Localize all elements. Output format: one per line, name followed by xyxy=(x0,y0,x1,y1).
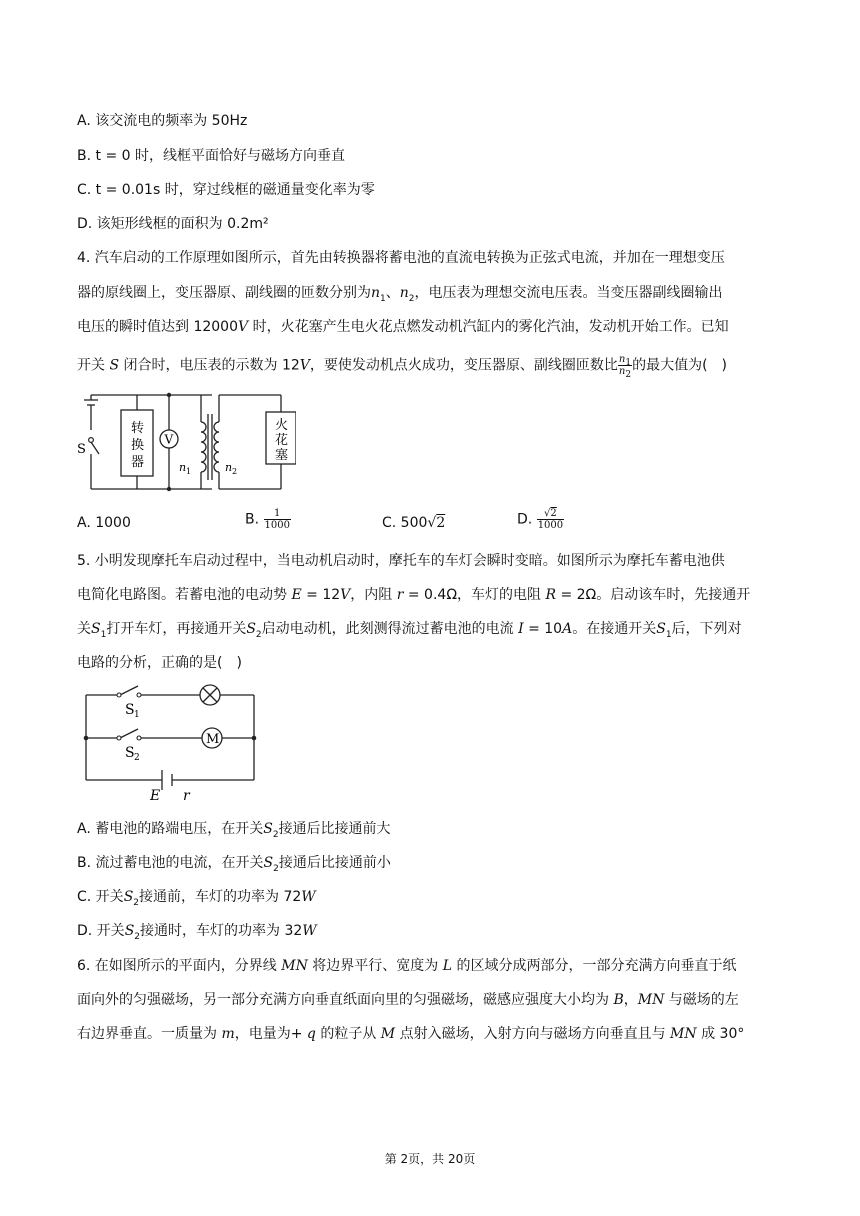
q5-stem-line1: 5. 小明发现摩托车启动过程中，当电动机启动时，摩托车的车灯会瞬时变暗。如图所示为摩托车蓄电池供 xyxy=(77,553,725,569)
spark-plug-char-3: 塞 xyxy=(275,448,289,463)
converter-char-1: 转 xyxy=(131,421,145,436)
q5-stem-line2: 电简化电路图。若蓄电池的电动势 E = 12V，内阻 r = 0.4Ω，车灯的电阻 R = 2Ω。启动该车时，先接通开 xyxy=(77,587,751,603)
switch-label: S xyxy=(77,442,86,457)
q3-option-b: B. t = 0 时，线框平面恰好与磁场方向垂直 xyxy=(77,148,345,164)
n1-label: n xyxy=(179,461,187,474)
switch-s2-lever xyxy=(120,729,138,738)
s2-label: S xyxy=(125,745,135,761)
page-footer: 第 2页，共 20页 xyxy=(384,1152,476,1166)
q4-stem-line4: 开关 S 闭合时，电压表的示数为 12V，要使发动机点火成功，变压器原、副线圈匝数比 $\frac{n_1}{n_2}$ 的最大值为( ) xyxy=(77,354,728,380)
q5-option-d: D. 开关$S_2$接通时，车灯的功率为 32W xyxy=(77,923,317,942)
internal-resistance-label: r xyxy=(183,788,190,802)
s2-sub: 2 xyxy=(134,753,140,763)
q4-option-a: A. 1000 xyxy=(77,515,131,531)
switch-s1-lever xyxy=(120,686,138,695)
spark-plug-char-2: 花 xyxy=(275,433,289,448)
q6-stem-line1: 6. 在如图所示的平面内，分界线 MN 将边界平行、宽度为 L 的区域分成两部分，一部分充满方向垂直于纸 xyxy=(77,958,737,974)
q4-stem-line3: 电压的瞬时值达到 12000V 时，火花塞产生电火花点燃发动机汽缸内的雾化汽油，发动机开始工作。已知 xyxy=(77,319,729,335)
primary-coil xyxy=(201,422,206,472)
n1-sub: 1 xyxy=(186,467,192,476)
q3-option-d: D. 该矩形线框的面积为 0.2m² xyxy=(77,216,269,232)
spark-plug-char-1: 火 xyxy=(275,418,289,433)
switch-pivot xyxy=(89,438,94,443)
converter-char-2: 换 xyxy=(131,438,145,453)
n2-label: n xyxy=(225,461,233,474)
q4-option-d: D. $\frac{√2}{1000}$ xyxy=(517,508,564,531)
motor-label: M xyxy=(206,732,220,747)
q5-option-b: B. 流过蓄电池的电流，在开关$S_2$接通后比接通前小 xyxy=(77,855,391,874)
q3-option-c: C. t = 0.01s 时，穿过线框的磁通量变化率为零 xyxy=(77,182,375,198)
q5-option-c: C. 开关$S_2$接通前，车灯的功率为 72W xyxy=(77,889,316,908)
q3-option-a: A. 该交流电的频率为 50Hz xyxy=(77,113,248,129)
q6-stem-line2: 面向外的匀强磁场，另一部分充满方向垂直纸面向里的匀强磁场，磁感应强度大小均为 B，MN 与磁场的左 xyxy=(77,992,739,1008)
q4-circuit-diagram xyxy=(76,392,296,496)
q4-stem-line2: 器的原线圈上，变压器原、副线圈的匝数分别为$n_1$、$n_2$，电压表为理想交流电压表。当变压器副线圈输出 xyxy=(77,285,723,304)
converter-char-3: 器 xyxy=(131,455,145,470)
q5-circuit-diagram xyxy=(80,682,260,802)
emf-label: E xyxy=(150,788,161,802)
n2-sub: 2 xyxy=(232,467,238,476)
switch-lever xyxy=(91,442,99,454)
voltmeter-label: V xyxy=(164,432,174,447)
q4-option-c: C. 500√2 xyxy=(382,515,446,531)
q5-stem-line4: 电路的分析，正确的是( ) xyxy=(77,655,242,671)
s1-label: S xyxy=(125,702,135,718)
q6-stem-line3: 右边界垂直。一质量为 m，电量为+ q 的粒子从 M 点射入磁场，入射方向与磁场方向垂直且与 MN 成 30° xyxy=(77,1026,745,1042)
q4-option-b: B. $\frac{1}{1000}$ xyxy=(245,508,290,531)
q4-stem-line1: 4. 汽车启动的工作原理如图所示，首先由转换器将蓄电池的直流电转换为正弦式电流，并加在一理想变压 xyxy=(77,250,725,266)
secondary-coil xyxy=(214,422,219,472)
q5-stem-line3: 关$S_1$打开车灯，再接通开关$S_2$启动电动机，此刻测得流过蓄电池的电流 I = 10A。在接通开关$S_1$后，下列对 xyxy=(77,621,742,640)
q4-ratio-fraction: $\frac{n_1}{n_2}$ xyxy=(618,354,632,380)
q5-option-a: A. 蓄电池的路端电压，在开关$S_2$接通后比接通前大 xyxy=(77,821,391,840)
s1-sub: 1 xyxy=(134,710,140,720)
